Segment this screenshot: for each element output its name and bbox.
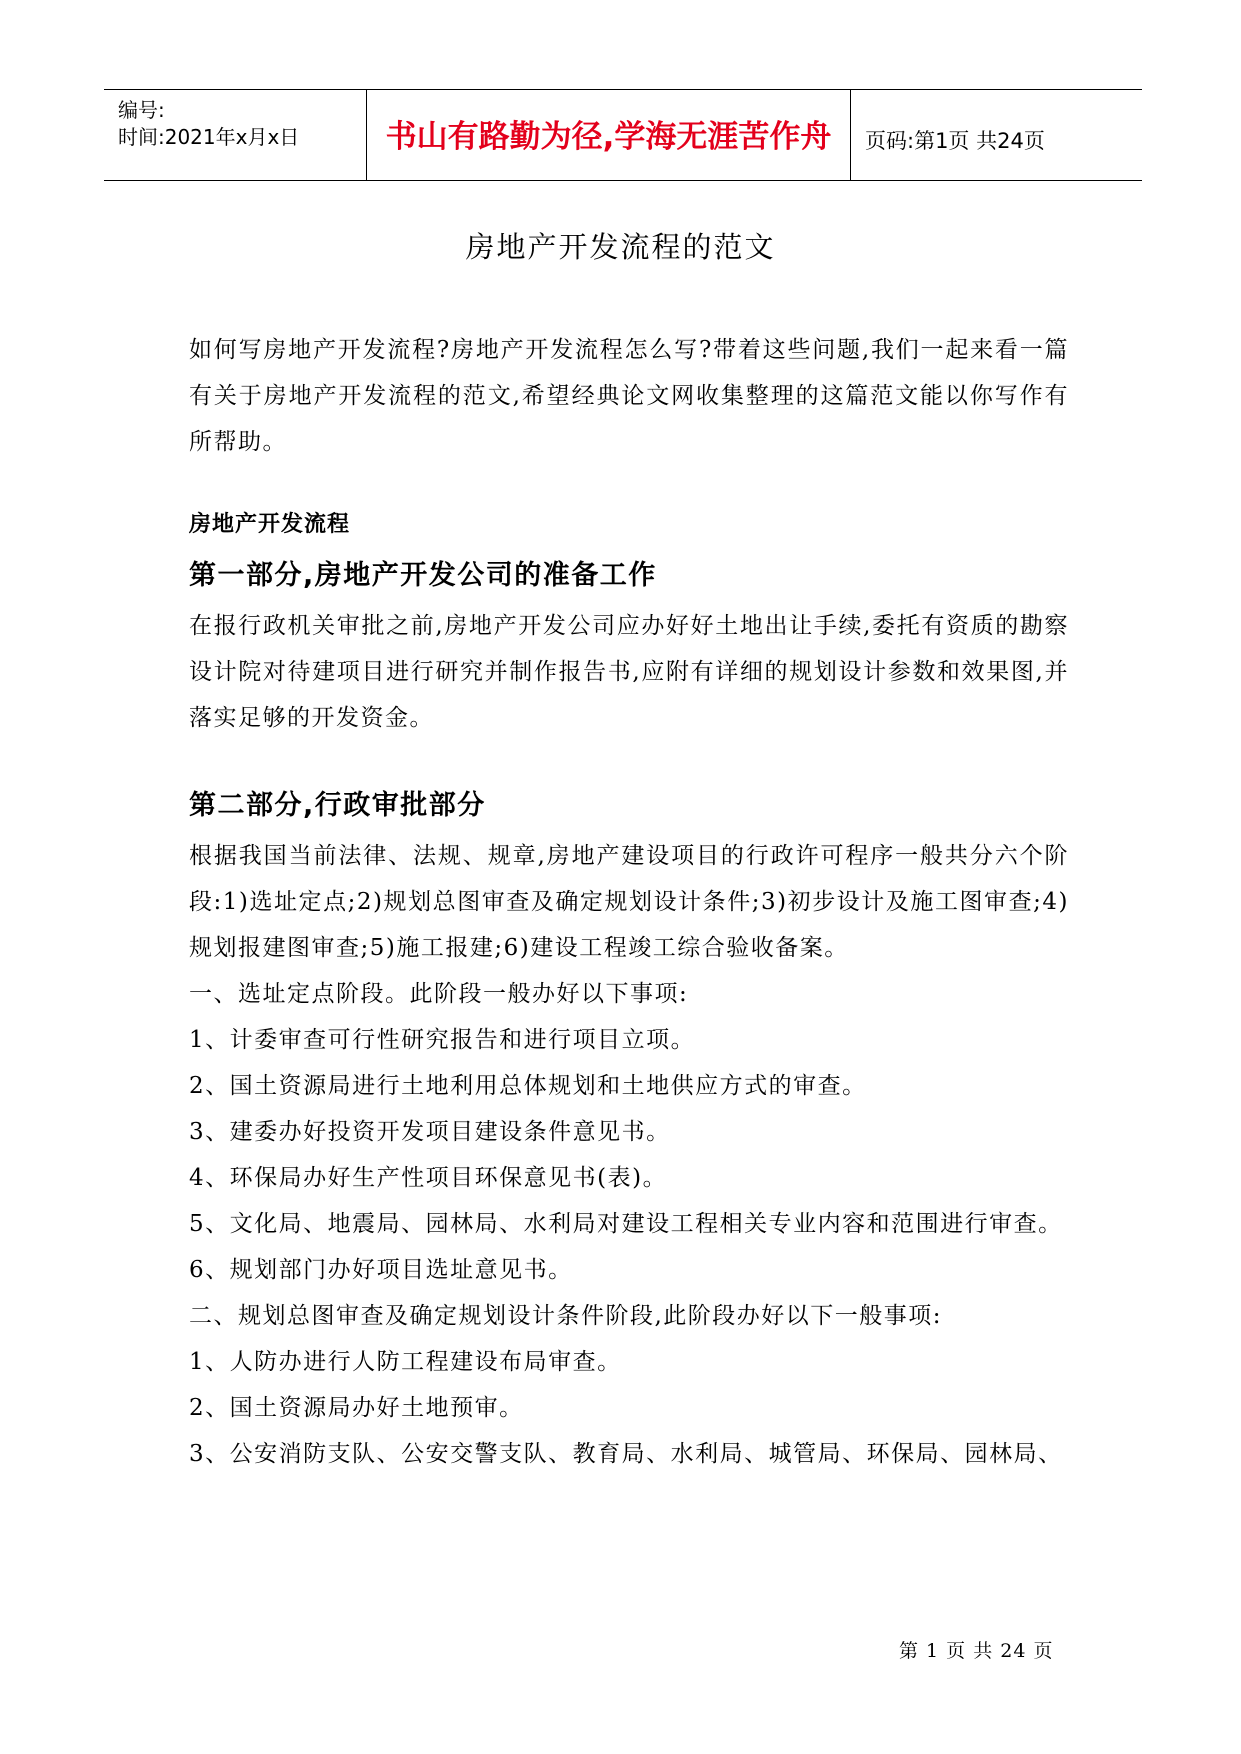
list-item: 5、文化局、地震局、园林局、水利局对建设工程相关专业内容和范围进行审查。 (189, 1211, 1063, 1237)
document-title: 房地产开发流程的范文 (465, 230, 776, 264)
list-item: 一、选址定点阶段。此阶段一般办好以下事项: (189, 981, 689, 1007)
list-item: 2、国土资源局办好土地预审。 (189, 1395, 524, 1421)
section2-heading: 第二部分,行政审批部分 (189, 790, 486, 821)
document-time-label: 时间:2021年x月x日 (118, 125, 300, 149)
subheading: 房地产开发流程 (189, 512, 351, 537)
document-number-label: 编号: (118, 98, 165, 122)
list-item: 6、规划部门办好项目选址意见书。 (189, 1257, 573, 1283)
section1-heading: 第一部分,房地产开发公司的准备工作 (189, 560, 657, 591)
header-motto: 书山有路勤为径,学海无涯苦作舟 (385, 118, 832, 155)
list-item: 3、公安消防支队、公安交警支队、教育局、水利局、城管局、环保局、园林局、 (189, 1441, 1063, 1467)
header-motto-cell (367, 90, 851, 180)
section2-paragraph: 根据我国当前法律、法规、规章,房地产建设项目的行政许可程序一般共分六个阶段:1)选址定点;2)规划总图审查及确定规划设计条件;3)初步设计及施工图审查;4)规划报建图审查;5)施工报建;6)建设工程竣工综合验收备案。 (189, 843, 1069, 961)
header-page-cell (851, 90, 1142, 180)
header-meta-cell (104, 90, 367, 180)
list-item: 2、国土资源局进行土地利用总体规划和土地供应方式的审查。 (189, 1073, 867, 1099)
footer-page-number: 第 1 页 共 24 页 (899, 1640, 1054, 1662)
list-item: 3、建委办好投资开发项目建设条件意见书。 (189, 1119, 671, 1145)
header-page-code: 页码:第1页 共24页 (865, 129, 1045, 153)
intro-paragraph: 如何写房地产开发流程?房地产开发流程怎么写?带着这些问题,我们一起来看一篇有关于房地产开发流程的范文,希望经典论文网收集整理的这篇范文能以你写作有所帮助。 (189, 337, 1069, 455)
document-body (189, 327, 1069, 1477)
document-header (104, 89, 1142, 181)
section-spacer (189, 741, 1069, 783)
list-item: 1、人防办进行人防工程建设布局审查。 (189, 1349, 622, 1375)
section1-paragraph: 在报行政机关审批之前,房地产开发公司应办好好土地出让手续,委托有资质的勘察设计院对待建项目进行研究并制作报告书,应附有详细的规划设计参数和效果图,并落实足够的开发资金。 (189, 613, 1069, 731)
list-item: 1、计委审查可行性研究报告和进行项目立项。 (189, 1027, 696, 1053)
list-item: 4、环保局办好生产性项目环保意见书(表)。 (189, 1165, 668, 1191)
list-item: 二、规划总图审查及确定规划设计条件阶段,此阶段办好以下一般事项: (189, 1303, 943, 1329)
